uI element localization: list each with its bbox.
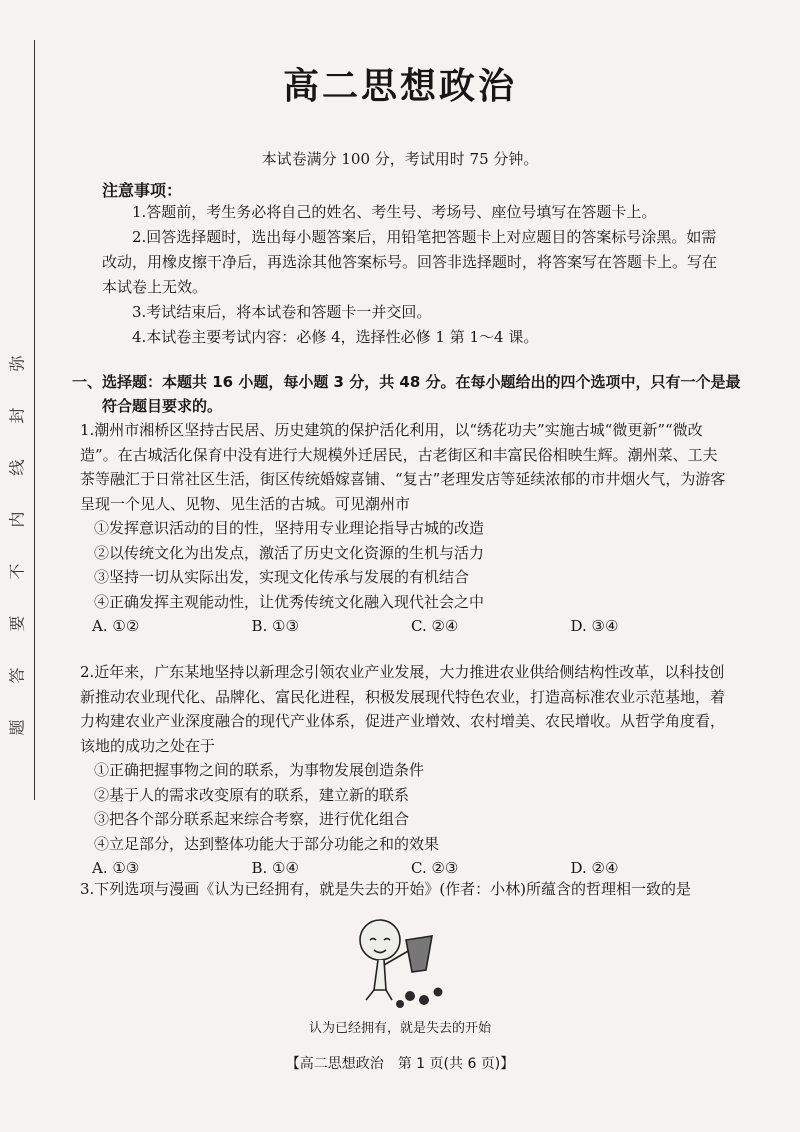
question-stem: 2.近年来，广东某地坚持以新理念引领农业产业发展，大力推进农业供给侧结构性改革，以科技创新推动农业现代化、品牌化、富民化进程，积极发展现代特色农业，打造高标准农业示范基地，着力构建农业产业深度融合的现代产业体系，促进产业增效、农村增美、农民增收。从哲学角度看，该地的成功之处在于 [80,663,726,755]
statement-option: ①正确把握事物之间的联系，为事物发展创造条件 [94,761,425,779]
statement-option: ④正确发挥主观能动性，让优秀传统文化融入现代社会之中 [94,592,485,611]
statement-option: ④立足部分，达到整体功能大于部分功能之和的效果 [94,834,440,853]
falling-fruit [434,988,443,997]
question-2 [80,660,730,881]
statement-option: ①发挥意识活动的目的性，坚持用专业理论指导古城的改造 [94,519,485,537]
note-item: 2.回答选择题时，选出每小题答案后，用铅笔把答题卡上对应题目的答案标号涂黑。如需改动，用橡皮擦干净后，再选涂其他答案标号。回答非选择题时，将答案写在答题卡上。写在本试卷上无效。 [102,228,718,296]
question-1 [80,418,730,639]
binding-char: 封 [7,407,27,424]
question-3 [80,877,730,902]
binding-notice [6,352,26,739]
binding-char: 题 [7,719,27,736]
page-footer: 【高二思想政治 第 1 页(共 6 页)】 [285,1056,515,1072]
section-line: 符合题目要求的。 [102,397,223,415]
cartoon-legs [366,990,392,1000]
cartoon-head [360,920,400,960]
answer-choice: A. ①② [92,617,140,635]
answer-choice: C. ②③ [411,859,459,877]
notes-heading: 注意事项： [102,181,183,200]
cartoon-basket [406,936,432,972]
binding-char: 答 [7,667,27,684]
binding-char: 要 [7,615,27,632]
section-heading [72,370,752,418]
binding-char: 内 [7,511,27,528]
notes-list [102,200,722,350]
section-line: 一、选择题：本题共 16 小题，每小题 3 分，共 48 分。在每小题给出的四个选项中，只有一个是最 [72,373,741,391]
answer-choice: D. ②④ [570,859,619,877]
question-stem: 3.下列选项与漫画《认为已经拥有，就是失去的开始》(作者：小林)所蕴含的哲理相一致的是 [80,880,692,898]
note-item: 3.考试结束后，将本试卷和答题卡一并交回。 [132,303,432,321]
answer-choice: C. ②④ [411,617,459,635]
falling-fruit [405,991,415,1001]
answer-choices [80,614,730,639]
note-item: 4.本试卷主要考试内容：必修 4，选择性必修 1 第 1～4 课。 [132,328,539,346]
falling-fruit [396,1000,404,1008]
statement-option: ②基于人的需求改变原有的联系，建立新的联系 [94,785,410,804]
question-stem: 1.潮州市湘桥区坚持古民居、历史建筑的保护活化利用，以“绣花功夫”实施古城“微更新”“微改造”。在古城活化保育中没有进行大规模外迁居民，古老街区和丰富民俗相映生辉。潮州菜、工夫茶等融汇于日常社区生活，街区传统婚嫁喜铺、“复古”老理发店等延续浓郁的市井烟火气，为游客呈现一个见人、见物、见生活的古城。可见潮州市 [80,421,726,513]
answer-choice: B. ①④ [251,859,299,877]
page-title: 高二思想政治 [282,66,517,107]
statement-option: ②以传统文化为出发点，激活了历史文化资源的生机与活力 [94,543,485,562]
binding-char: 弥 [7,355,27,372]
falling-fruit [419,995,429,1005]
statement-option: ③坚持一切从实际出发，实现文化传承与发展的有机结合 [94,568,470,586]
exam-info: 本试卷满分 100 分，考试用时 75 分钟。 [261,150,539,168]
cartoon-caption: 认为已经拥有，就是失去的开始 [308,1021,491,1036]
statement-option: ③把各个部分联系起来综合考察，进行优化组合 [94,810,410,828]
binding-char: 不 [7,563,27,580]
binding-char: 线 [7,459,27,476]
answer-choice: B. ①③ [251,617,299,635]
cartoon-illustration [340,910,450,1010]
answer-choice: D. ③④ [570,617,619,635]
answer-choice: A. ①③ [92,859,140,877]
note-item: 1.答题前，考生务必将自己的姓名、考生号、考场号、座位号填写在答题卡上。 [132,203,657,221]
